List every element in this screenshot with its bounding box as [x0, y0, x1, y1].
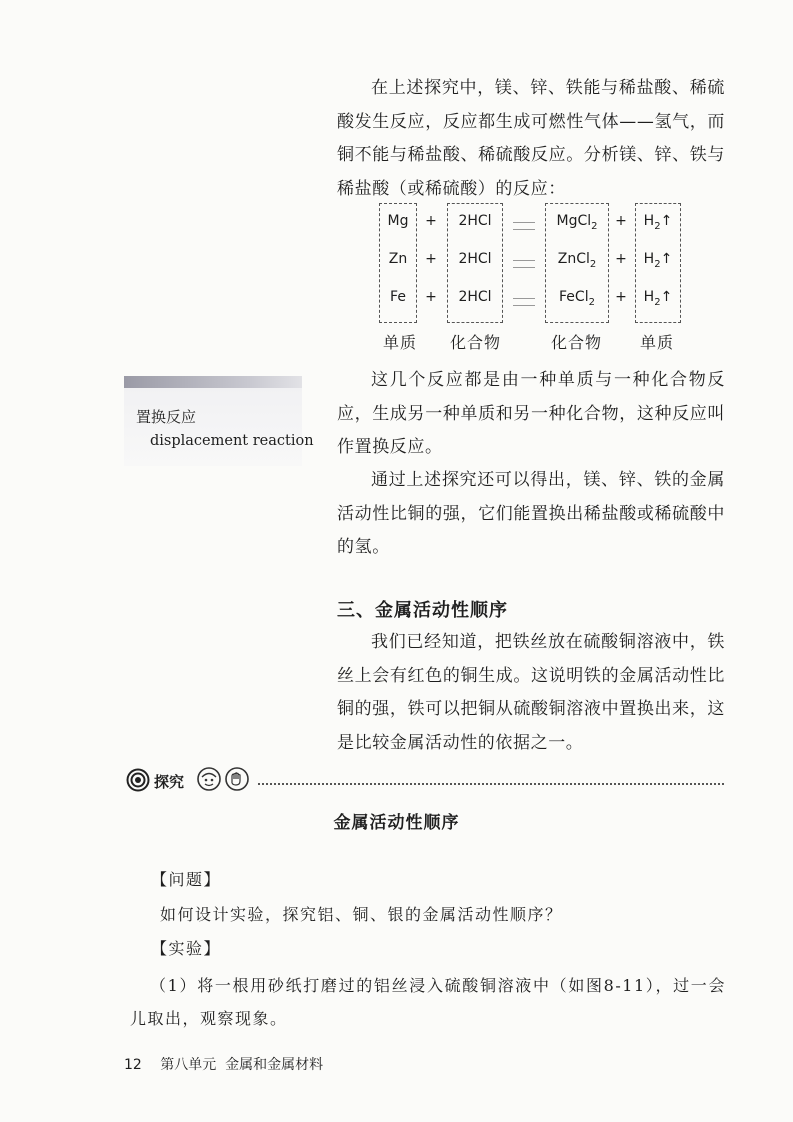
unit-title: 第八单元 金属和金属材料	[160, 1057, 324, 1073]
plus-sign: +	[615, 251, 627, 267]
column-label-element: 单质	[383, 333, 418, 352]
equals-sign	[513, 298, 535, 306]
conclusion-paragraph	[337, 464, 725, 565]
acid-formula: 2HCl	[458, 289, 492, 305]
definition-text: 这几个反应都是由一种单质与一种化合物反应，生成另一种单质和另一种化合物，这种反应叫作置换反应。	[337, 370, 725, 457]
term-chinese: 置换反应	[136, 408, 197, 426]
term-english: displacement reaction	[150, 433, 314, 449]
equals-sign	[513, 260, 535, 268]
definition-paragraph	[337, 364, 725, 465]
section-paragraph	[337, 626, 725, 760]
gas-formula: $H_2↑$	[643, 213, 673, 232]
question-text: 如何设计实验，探究铝、铜、银的金属活动性顺序？	[160, 905, 563, 924]
salt-formula: FeCl$_2$	[559, 289, 595, 308]
dotted-rule	[258, 783, 724, 785]
salt-formula: ZnCl$_2$	[557, 251, 597, 270]
gas-arrow: ↑	[660, 289, 673, 305]
experiment-tag: 【实验】	[151, 939, 222, 958]
sidebar-header-bar	[124, 376, 302, 388]
reaction-row	[373, 281, 683, 321]
intro-paragraph	[337, 72, 725, 206]
gas-arrow: ↑	[660, 213, 673, 229]
sidebar-term-box	[124, 388, 302, 466]
section-heading: 三、金属活动性顺序	[337, 600, 508, 621]
acid-formula: 2HCl	[458, 251, 492, 267]
metal-formula: Fe	[390, 289, 406, 305]
page-footer	[124, 1054, 323, 1074]
explore-label: 探究	[154, 773, 185, 791]
explore-title: 金属活动性顺序	[333, 813, 460, 833]
intro-text: 在上述探究中，镁、锌、铁能与稀盐酸、稀硫酸发生反应，反应都生成可燃性气体——氢气，而铜不能与稀盐酸、稀硫酸反应。分析镁、锌、铁与稀盐酸（或稀硫酸）的反应：	[337, 78, 725, 199]
salt-formula: MgCl$_2$	[556, 213, 598, 232]
explore-bar	[126, 766, 726, 796]
experiment-step-1: （1）将一根用砂纸打磨过的铝丝浸入硫酸铜溶液中（如图8-11），过一会儿取出，观察现象。	[130, 976, 726, 1028]
acid-formula: 2HCl	[458, 213, 492, 229]
equation-table	[373, 203, 683, 325]
column-label-compound: 化合物	[551, 333, 603, 352]
reaction-row	[373, 205, 683, 245]
hand-icon	[224, 766, 250, 792]
conclusion-text: 通过上述探究还可以得出，镁、锌、铁的金属活动性比铜的强，它们能置换出稀盐酸或稀硫酸中的氢。	[337, 470, 725, 557]
equals-sign	[513, 222, 535, 230]
plus-sign: +	[425, 289, 437, 305]
reaction-row	[373, 243, 683, 283]
metal-formula: Mg	[387, 213, 409, 229]
gas-formula: $H_2↑$	[643, 289, 673, 308]
plus-sign: +	[425, 213, 437, 229]
section-text: 我们已经知道，把铁丝放在硫酸铜溶液中，铁丝上会有红色的铜生成。这说明铁的金属活动性比铜的强，铁可以把铜从硫酸铜溶液中置换出来，这是比较金属活动性的依据之一。	[337, 632, 725, 753]
plus-sign: +	[425, 251, 437, 267]
question-tag: 【问题】	[151, 870, 222, 889]
column-label-element: 单质	[640, 333, 675, 352]
gas-formula: $H_2↑$	[643, 251, 673, 270]
thinking-head-icon	[196, 766, 222, 792]
page-number: 12	[124, 1057, 142, 1073]
plus-sign: +	[615, 213, 627, 229]
plus-sign: +	[615, 289, 627, 305]
column-label-compound: 化合物	[450, 333, 502, 352]
target-icon	[126, 768, 150, 792]
metal-formula: Zn	[388, 251, 408, 267]
gas-arrow: ↑	[660, 251, 673, 267]
